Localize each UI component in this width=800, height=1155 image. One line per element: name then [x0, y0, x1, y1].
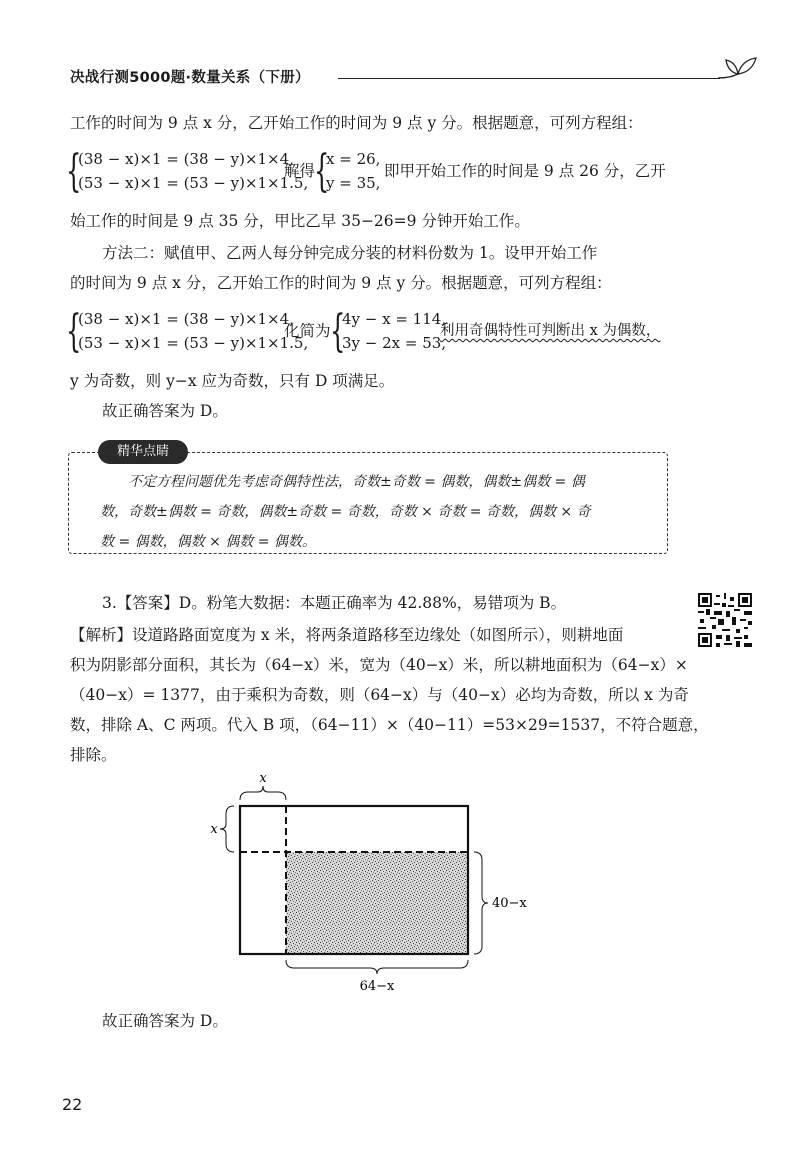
- equation-line: x = 26,: [326, 150, 381, 168]
- tip-badge: 精华点睛: [98, 440, 188, 464]
- text-line: 故正确答案为 D。: [102, 402, 228, 420]
- brace-bottom: [286, 960, 468, 974]
- qr-code: [698, 593, 752, 647]
- text-fragment: 解得: [284, 162, 316, 180]
- text-fragment: 即甲开始工作的时间是 9 点 26 分，乙开: [384, 162, 666, 180]
- tip-line: 不定方程问题优先考虑奇偶特性法，奇数±奇数 = 偶数，偶数±偶数 = 偶: [128, 474, 585, 490]
- analysis-line: 【解析】设道路路面宽度为 x 米，将两条道路移至边缘处（如图所示），则耕地面: [70, 626, 624, 644]
- sprout-icon: [716, 52, 760, 84]
- equation-line: 4y − x = 114,: [342, 310, 447, 328]
- text-line: y 为奇数，则 y−x 应为奇数，只有 D 项满足。: [70, 372, 395, 390]
- header-rule: [338, 78, 720, 79]
- text-line: 方法二：赋值甲、乙两人每分钟完成分装的材料份数为 1。设甲开始工作: [102, 244, 598, 262]
- equation-line: (38 − x)×1 = (38 − y)×1×4,: [78, 310, 294, 328]
- left-brace: {: [330, 306, 346, 357]
- left-brace: {: [66, 146, 82, 197]
- text-line: 的时间为 9 点 x 分，乙开始工作的时间为 9 点 y 分。根据题意，可列方程组：: [70, 274, 612, 292]
- text-line: 工作的时间为 9 点 x 分，乙开始工作的时间为 9 点 y 分。根据题意，可列方程组：: [70, 114, 643, 132]
- label-right: 40−x: [492, 896, 527, 911]
- analysis-line: 数，排除 A、C 两项。代入 B 项，（64−11）×（40−11）=53×29=1537，不符合题意，: [70, 716, 709, 734]
- analysis-line: 积为阴影部分面积，其长为（64−x）米，宽为（40−x）米，所以耕地面积为（64−x）×: [70, 656, 688, 674]
- left-brace: {: [66, 306, 82, 357]
- text-fragment: 化简为: [284, 322, 331, 340]
- label-left-x: x: [210, 822, 218, 837]
- field-diagram: [200, 768, 560, 998]
- equation-line: y = 35,: [326, 174, 381, 192]
- page-number: 22: [62, 1095, 83, 1114]
- final-answer: 故正确答案为 D。: [102, 1012, 228, 1030]
- tip-line: 数，奇数±偶数 = 奇数，偶数±奇数 = 奇数，奇数 × 奇数 = 奇数，偶数 × 奇: [100, 504, 591, 520]
- tip-line: 数 = 偶数，偶数 × 偶数 = 偶数。: [100, 534, 316, 550]
- equation-line: (53 − x)×1 = (53 − y)×1×1.5,: [78, 334, 309, 352]
- running-header: 决战行测5000题·数量关系（下册）: [70, 70, 310, 86]
- text-line: 始工作的时间是 9 点 35 分，甲比乙早 35−26=9 分钟开始工作。: [70, 212, 530, 230]
- analysis-line: （40−x）= 1377，由于乘积为奇数，则（64−x）与（40−x）必均为奇数，所以 x 为奇: [70, 686, 689, 704]
- equation-line: (53 − x)×1 = (53 − y)×1×1.5,: [78, 174, 309, 192]
- equation-line: (38 − x)×1 = (38 − y)×1×4,: [78, 150, 294, 168]
- answer-line: 3.【答案】D。粉笔大数据：本题正确率为 42.88%，易错项为 B。: [102, 594, 567, 612]
- brace-top: [240, 786, 286, 800]
- brace-left: [220, 806, 234, 852]
- shaded-farmland: [286, 852, 468, 954]
- left-brace: {: [314, 146, 330, 197]
- text-fragment: 利用奇偶特性可判断出 x 为偶数，: [440, 323, 661, 339]
- equation-line: 3y − 2x = 53,: [342, 334, 447, 352]
- brace-right: [474, 852, 488, 954]
- label-top-x: x: [259, 771, 267, 786]
- label-bottom: 64−x: [359, 979, 395, 994]
- analysis-line: 排除。: [70, 746, 117, 764]
